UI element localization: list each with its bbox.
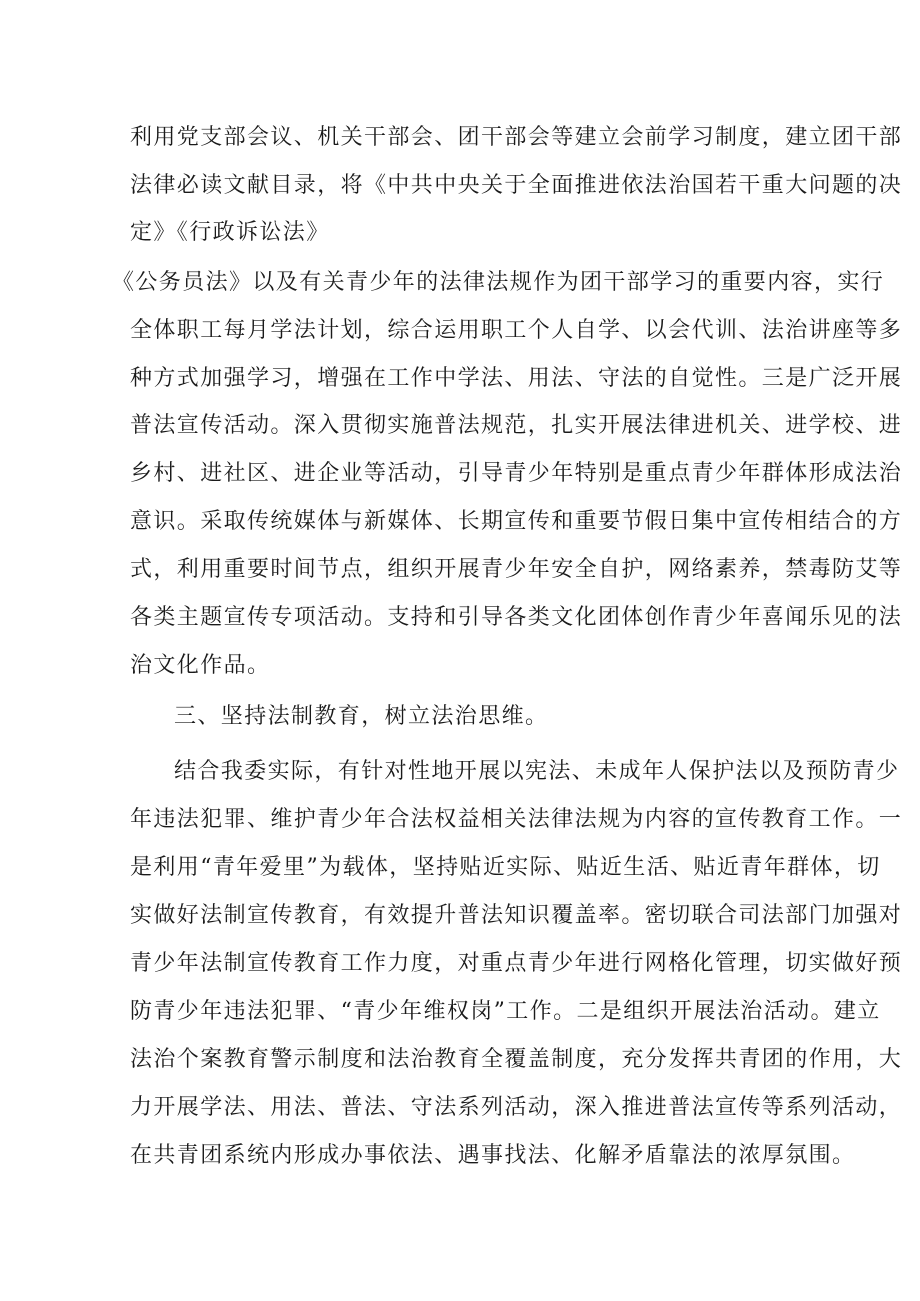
text-line-20: 法治个案教育警示制度和法治教育全覆盖制度，充分发挥共青团的作用，大 — [130, 1047, 903, 1072]
text-line-8: 乡村、进社区、进企业等活动，引导青少年特别是重点青少年群体形成法治 — [130, 461, 903, 486]
text-line-14: 结合我委实际，有针对性地开展以宪法、未成年人保护法以及预防青少 — [174, 759, 900, 784]
text-line-6: 种方式加强学习，增强在工作中学法、用法、守法的自觉性。三是广泛开展 — [130, 366, 903, 391]
text-line-15: 年违法犯罪、维护青少年合法权益相关法律法规为内容的宣传教育工作。一 — [130, 807, 903, 832]
text-line-16: 是利用“青年爱里”为载体，坚持贴近实际、贴近生活、贴近青年群体，切 — [130, 855, 881, 880]
text-line-3: 定》《行政诉讼法》 — [130, 220, 330, 245]
text-line-4: 《公务员法》以及有关青少年的法律法规作为团干部学习的重要内容，实行 — [112, 270, 885, 295]
text-line-5: 全体职工每月学法计划，综合运用职工个人自学、以会代训、法治讲座等多 — [130, 318, 903, 343]
text-line-19: 防青少年违法犯罪、“青少年维权岗”工作。二是组织开展法治活动。建立 — [130, 999, 881, 1024]
text-line-9: 意识。采取传统媒体与新媒体、长期宣传和重要节假日集中宣传相结合的方 — [130, 509, 903, 534]
text-line-2: 法律必读文献目录，将《中共中央关于全面推进依法治国若干重大问题的决 — [130, 173, 903, 198]
text-line-7: 普法宣传活动。深入贯彻实施普法规范，扎实开展法律进机关、进学校、进 — [130, 413, 903, 438]
text-line-21: 力开展学法、用法、普法、守法系列活动，深入推进普法宣传等系列活动， — [130, 1095, 903, 1120]
text-line-10: 式，利用重要时间节点，组织开展青少年安全自护，网络素养，禁毒防艾等 — [130, 557, 903, 582]
text-line-11: 各类主题宣传专项活动。支持和引导各类文化团体创作青少年喜闻乐见的法 — [130, 605, 903, 630]
section-heading: 三、坚持法制教育，树立法治思维。 — [174, 704, 549, 729]
text-line-22: 在共青团系统内形成办事依法、遇事找法、化解矛盾靠法的浓厚氛围。 — [130, 1143, 856, 1168]
text-line-1: 利用党支部会议、机关干部会、团干部会等建立会前学习制度，建立团干部 — [130, 125, 903, 150]
text-line-12: 治文化作品。 — [130, 653, 271, 678]
text-line-18: 青少年法制宣传教育工作力度，对重点青少年进行网格化管理，切实做好预 — [130, 951, 903, 976]
text-line-17: 实做好法制宣传教育，有效提升普法知识覆盖率。密切联合司法部门加强对 — [130, 903, 903, 928]
